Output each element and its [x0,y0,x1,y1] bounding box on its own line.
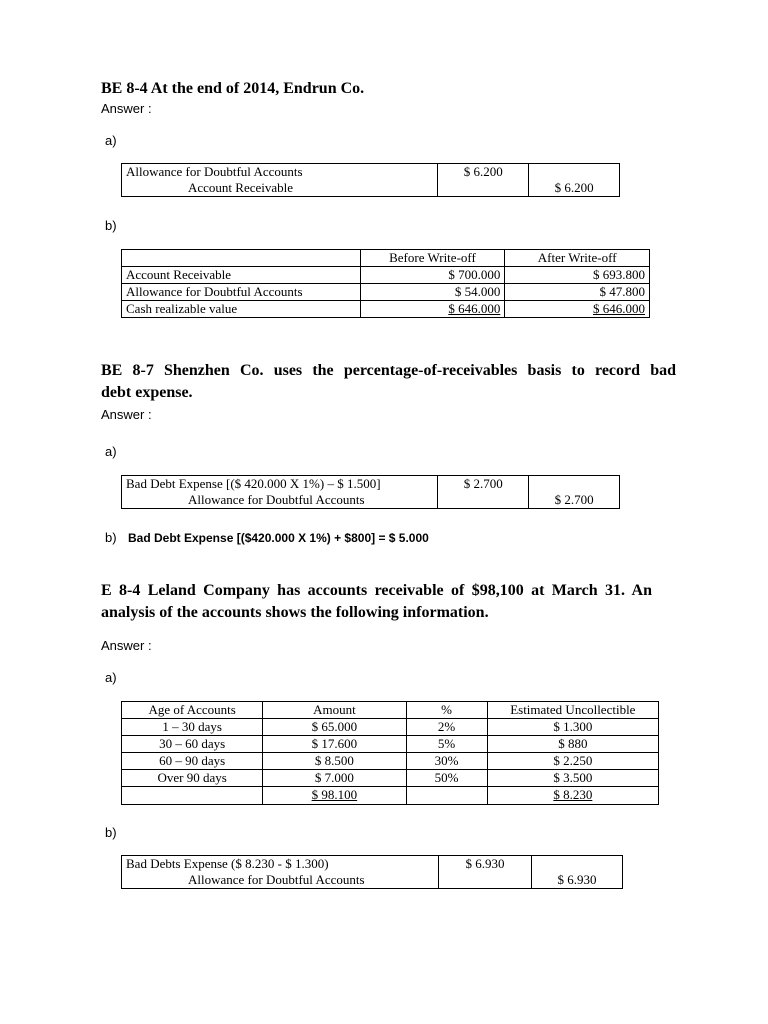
be87-b-text: Bad Debt Expense [($420.000 X 1%) + $800] = $ 5.000 [128,531,429,545]
be84-journal-table [121,163,620,197]
table-cell: 1 – 30 days [122,719,263,736]
be84-b-label: b) [105,218,117,233]
table-header-cell: Amount [263,702,406,719]
e84-journal-accounts [122,856,439,889]
table-cell [122,787,263,805]
be84-writeoff-table [121,249,650,318]
be87-a-label: a) [105,444,117,459]
be87-b-label: b) [105,530,117,545]
table-cell: $ 880 [487,736,658,753]
be84-debit-amount: $ 6.200 [438,164,529,197]
table-cell: $ 700.000 [360,267,505,284]
table-cell: $ 98.100 [263,787,406,805]
table-cell: $ 54.000 [360,284,505,301]
e84-title-rest: Leland Company has accounts receivable of $98,100 at March 31. An [140,582,652,599]
table-header-cell: Age of Accounts [122,702,263,719]
be87-title-line2: debt expense. [101,384,193,401]
e84-credit-amount: $ 6.930 [532,856,623,889]
table-row [122,301,650,318]
e84-journal-table [121,855,623,889]
be87-answer-label: Answer : [101,407,152,422]
table-row [122,770,659,787]
table-cell: 5% [406,736,487,753]
table-cell: 2% [406,719,487,736]
be84-heading [101,78,364,100]
table-cell: $ 17.600 [263,736,406,753]
table-cell: 30% [406,753,487,770]
table-cell: $ 7.000 [263,770,406,787]
be87-heading [101,360,676,404]
table-row [122,736,659,753]
table-cell: $ 8.230 [487,787,658,805]
table-cell: Cash realizable value [122,301,361,318]
table-cell: $ 646.000 [360,301,505,318]
be87-credit-account: Allowance for Doubtful Accounts [188,492,365,507]
table-cell: $ 646.000 [505,301,650,318]
table-cell: $ 47.800 [505,284,650,301]
e84-title-line2: analysis of the accounts shows the following information. [101,604,489,621]
table-cell: Over 90 days [122,770,263,787]
table-cell: Account Receivable [122,267,361,284]
table-header-row [122,702,659,719]
be84-debit-account: Allowance for Doubtful Accounts [126,164,303,179]
table-cell: $ 1.300 [487,719,658,736]
be87-journal-accounts [122,476,438,509]
be84-a-label: a) [105,133,117,148]
table-header-row [122,250,650,267]
table-cell: Allowance for Doubtful Accounts [122,284,361,301]
e84-debit-amount: $ 6.930 [439,856,532,889]
e84-b-label: b) [105,825,117,840]
table-total-row [122,787,659,805]
table-cell: 60 – 90 days [122,753,263,770]
be84-answer-label: Answer : [101,101,152,116]
be84-credit-amount: $ 6.200 [529,164,620,197]
e84-heading [101,580,652,624]
table-cell: 50% [406,770,487,787]
e84-title-bold: E 8-4 [101,582,141,599]
table-cell: $ 8.500 [263,753,406,770]
table-cell: $ 65.000 [263,719,406,736]
table-cell [406,787,487,805]
table-cell: $ 2.250 [487,753,658,770]
be87-debit-amount: $ 2.700 [438,476,529,509]
table-row [122,719,659,736]
e84-answer-label: Answer : [101,638,152,653]
be87-credit-amount: $ 2.700 [529,476,620,509]
be87-debit-account: Bad Debt Expense [($ 420.000 X 1%) – $ 1.500] [126,476,381,491]
e84-a-label: a) [105,670,117,685]
table-row [122,284,650,301]
be84-title-bold: BE 8-4 [101,80,148,97]
be84-credit-account: Account Receivable [188,180,294,195]
table-header-cell: After Write-off [505,250,650,267]
table-row [122,753,659,770]
table-cell: $ 3.500 [487,770,658,787]
table-row [122,267,650,284]
be87-journal-table [121,475,620,509]
be84-journal-accounts [122,164,438,197]
be84-title-rest: At the end of 2014, Endrun Co. [147,80,365,97]
table-cell: $ 693.800 [505,267,650,284]
be87-title-rest: -7 Shenzhen Co. uses the percentage-of-receivables basis to record bad [140,362,676,379]
e84-debit-account: Bad Debts Expense ($ 8.230 - $ 1.300) [126,856,329,871]
table-header-cell [122,250,361,267]
table-cell: 30 – 60 days [122,736,263,753]
e84-aging-table [121,701,659,805]
table-header-cell: Before Write-off [360,250,505,267]
table-header-cell: % [406,702,487,719]
e84-credit-account: Allowance for Doubtful Accounts [188,872,365,887]
table-header-cell: Estimated Uncollectible [487,702,658,719]
be87-title-bold: BE 8 [101,362,141,379]
